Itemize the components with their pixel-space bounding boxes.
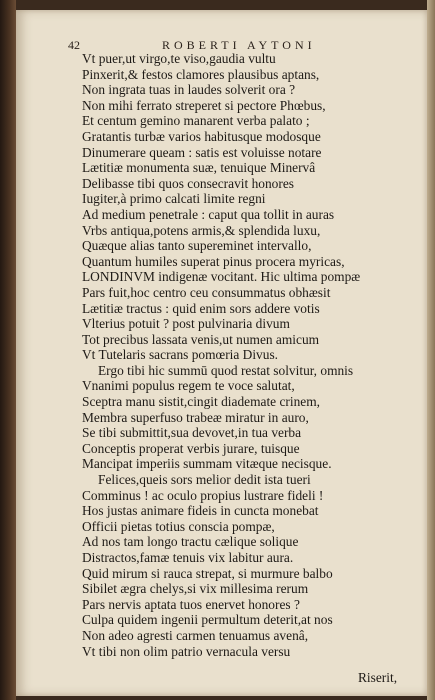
book-page (16, 10, 427, 696)
verse-line: Quantum humiles superat pinus procera myricas, (82, 253, 345, 269)
verse-line: Sceptra manu sistit,cingit diademate crinem, (82, 394, 320, 410)
verse-line: Se tibi submittit,sua devovet,in tua verba (82, 425, 302, 441)
verse-line: Non adeo agresti carmen tenuamus avenâ, (82, 627, 309, 643)
verse-line: Vlterius potuit ? post pulvinaria divum (82, 316, 290, 332)
verse-line: Vt Tutelaris sacrans pomœria Divus. (82, 347, 279, 363)
verse-line: Delibasse tibi quos consecravit honores (82, 175, 294, 191)
verse-line: Ergo tibi hic summū quod restat solvitur, omnis (98, 362, 354, 378)
verse-line: Pars fuit,hoc centro ceu consummatus obhæsit (82, 284, 331, 300)
verse-line: Hos justas animare fideis in cuncta monebat (82, 503, 319, 519)
verse-line: Ad nos tam longo tractu cælique solique (82, 534, 299, 550)
verse-line: Lætitiæ monumenta suæ, tenuique Minervâ (82, 160, 316, 176)
verse-line: Quæque alias tanto supereminet intervallo, (82, 238, 312, 254)
verse-line: Comminus ! ac oculo propius lustrare fideli ! (82, 487, 324, 503)
verse-line: Iugiter,à primo calcati limite regni (82, 191, 266, 207)
running-head: ROBERTI AYTONI (162, 38, 316, 52)
verse-line: Felices,queis sors melior dedit ista tueri (98, 472, 311, 488)
verse-line: Vrbs antiqua,potens armis,& splendida luxu, (82, 222, 321, 238)
page-number: 42 (68, 38, 80, 52)
verse-line: Membra superfuso trabeæ miratur in auro, (82, 409, 309, 425)
verse-line: Vt puer,ut virgo,te viso,gaudia vultu (82, 51, 276, 66)
verse-line: Pars nervis aptata tuos enervet honores ? (82, 596, 300, 612)
verse-line: Et centum gemino manarent verba palato ; (82, 113, 310, 129)
verse-line: Conceptis properat verbis jurare, tuisque (82, 440, 300, 456)
verse-line: Culpa quidem ingenii permultum deterit,at nos (82, 612, 333, 628)
verse-line: Gratantis turbæ varios habitusque modosque (82, 128, 321, 144)
poem-text (82, 51, 432, 659)
verse-line: Quid mirum si rauca strepat, si murmure balbo (82, 565, 333, 581)
verse-line: Non mihi ferrato streperet si pectore Phœbus, (82, 97, 326, 113)
verse-line: Ad medium penetrale : caput qua tollit in auras (82, 206, 335, 222)
verse-line: Officii pietas totius conscia pompæ, (82, 518, 275, 534)
verse-line: Pinxerit,& festos clamores plausibus aptans, (82, 66, 320, 82)
verse-line: Vt tibi non olim patrio vernacula versu (82, 643, 291, 659)
verse-line: Dinumerare queam : satis est voluisse notare (82, 144, 322, 160)
verse-line: Lætitiæ tractus : quid enim sors addere votis (82, 300, 320, 316)
verse-line: Mancipat imperiis summam vitæque necisque. (82, 456, 332, 472)
catchword: Riserit, (358, 670, 398, 685)
verse-line: Tot precibus lassata venis,ut numen amicum (82, 331, 320, 347)
verse-line: Non ingrata tuas in laudes solverit ora ? (82, 82, 296, 98)
book-spine (0, 0, 16, 700)
verse-line: Vnanimi populus regem te voce salutat, (82, 378, 295, 394)
verse-line: Distractos,famæ tenuis vix labitur aura. (82, 550, 294, 565)
verse-line: LONDINVM indigenæ vocitant. Hic ultima pompæ (82, 269, 361, 285)
verse-line: Sibilet ægra chelys,si vix millesima rerum (82, 581, 309, 597)
